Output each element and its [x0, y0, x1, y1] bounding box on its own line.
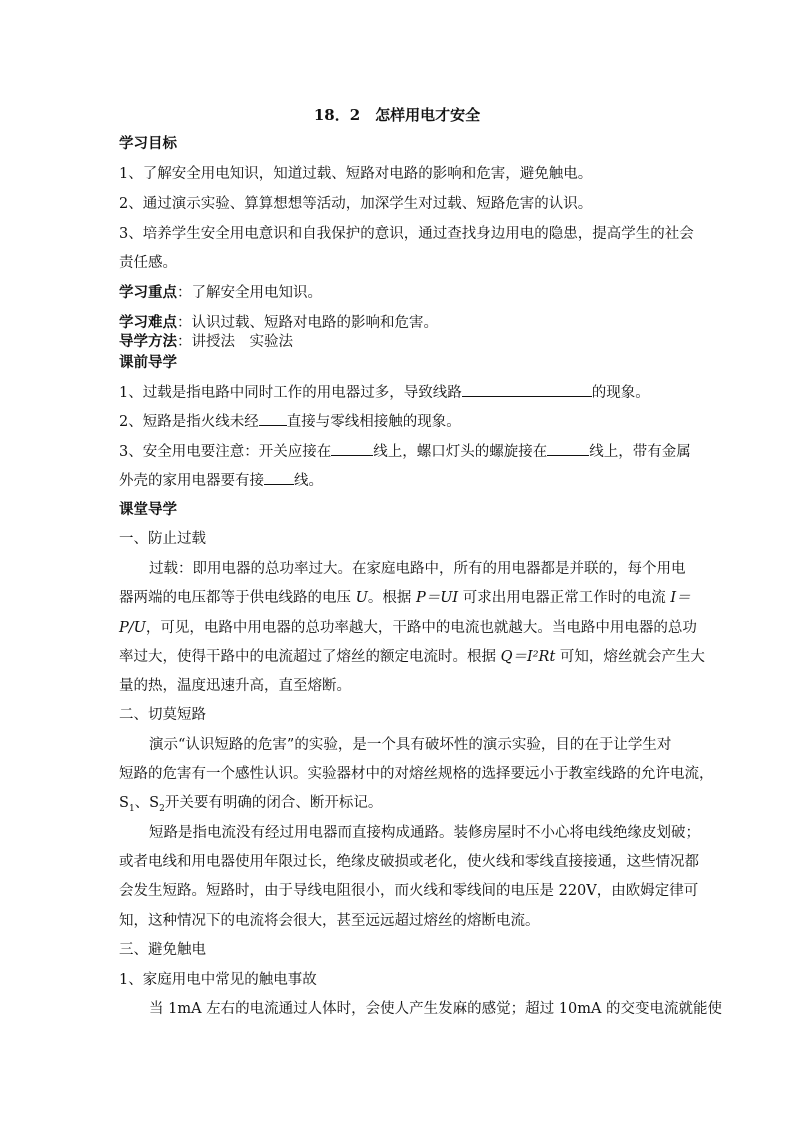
pre-question-3-line2	[119, 470, 679, 491]
goal-2: 2、通过演示实验、算算想想等活动，加深学生对过载、短路危害的认识。	[119, 196, 593, 212]
fill-blank[interactable]	[462, 382, 592, 397]
pre-q3-text-a: 3、安全用电要注意：开关应接在	[119, 444, 332, 460]
difficulty-text: ：认识过载、短路对电路的影响和危害。	[177, 315, 438, 331]
overload-para-line2	[119, 588, 691, 608]
method-label: 导学方法	[119, 333, 177, 350]
goal-3-line1: 3、培养学生安全用电意识和自我保护的意识，通过查找身边用电的隐患，提高学生的社会	[119, 226, 694, 242]
formula: I＝	[670, 590, 691, 606]
section-heading-class: 课堂导学	[119, 501, 177, 518]
text-span: 开关要有明确的闭合、断开标记。	[164, 795, 383, 811]
overload-para-line4	[119, 647, 705, 667]
demo-para-line2: 短路的危害有一个感性认识。实验器材中的对熔丝规格的选择要远小于教室线路的允许电流，	[119, 766, 714, 782]
pre-question-1	[119, 382, 679, 403]
text-span: 、S	[134, 795, 160, 811]
pre-q3-text-e: 线。	[294, 473, 323, 489]
pre-question-3-line1	[119, 441, 691, 462]
text-span: 可知，熔丝就会产生大	[555, 649, 705, 665]
overload-para-line3	[119, 618, 697, 638]
short-para-line3: 会发生短路。短路时，由于导线电阻很小，而火线和零线间的电压是 220V，由欧姆定律可	[119, 883, 699, 899]
subsection-short-circuit: 二、切莫短路	[119, 707, 206, 723]
overload-para-line5: 量的热，温度迅速升高，直至熔断。	[119, 678, 351, 694]
text-span: 可求出用电器正常工作时的电流	[458, 590, 671, 606]
difficulty	[119, 313, 679, 333]
text-span: S	[119, 795, 129, 811]
text-span: 率过大，使得干路中的电流超过了熔丝的额定电流时。根据	[119, 649, 501, 665]
key-point-label: 学习重点	[119, 284, 177, 301]
fill-blank[interactable]	[264, 470, 294, 485]
short-para-line2: 或者电线和用电器使用年限过长，绝缘皮破损或老化，使火线和零线直接接通，这些情况都	[119, 854, 699, 870]
text-span: 。根据	[367, 590, 416, 606]
subscript: 1	[128, 803, 135, 814]
formula: P/U	[119, 620, 146, 636]
pre-q2-text-a: 2、短路是指火线未经	[119, 414, 259, 430]
demo-para-line3	[119, 793, 679, 819]
pre-q2-text-b: 直接与零线相接触的现象。	[286, 414, 461, 430]
method-text: ：讲授法 实验法	[177, 334, 293, 350]
pre-q3-text-c: 线上，带有金属	[589, 444, 691, 460]
pre-q1-text-b: 的现象。	[591, 385, 650, 401]
key-point	[119, 283, 679, 303]
accident-para-line1: 当 1mA 左右的电流通过人体时，会使人产生发麻的感觉；超过 10mA 的交变电流就能使	[149, 1001, 723, 1017]
goal-1: 1、了解安全用电知识，知道过载、短路对电路的影响和危害，避免触电。	[119, 166, 593, 182]
short-para-line1: 短路是指电流没有经过用电器而直接构成通路。装修房屋时不小心将电线绝缘皮划破；	[149, 825, 700, 841]
overload-para-line1: 过载：即用电器的总功率过大。在家庭电路中，所有的用电器都是并联的，每个用电	[149, 561, 686, 577]
section-heading-pre: 课前导学	[119, 354, 177, 371]
formula: P＝UI	[415, 590, 459, 606]
short-para-line4: 知，这种情况下的电流将会很大，甚至远远超过熔丝的熔断电流。	[119, 913, 540, 929]
key-point-text: ：了解安全用电知识。	[177, 285, 322, 301]
subscript: 2	[159, 803, 165, 814]
pre-question-2	[119, 411, 679, 432]
fill-blank[interactable]	[331, 441, 373, 456]
subsection-overload: 一、防止过载	[119, 531, 206, 547]
subsection-avoid-shock: 三、避免触电	[119, 942, 206, 958]
pre-q3-text-d: 外壳的家用电器要有接	[119, 473, 264, 489]
method	[119, 332, 679, 352]
page-title: 18．2 怎样用电才安全	[313, 106, 481, 124]
fill-blank[interactable]	[547, 441, 589, 456]
text-span: 器两端的电压都等于供电线路的电压	[119, 590, 356, 606]
sub-heading-accidents: 1、家庭用电中常见的触电事故	[119, 972, 317, 988]
formula-var: U	[355, 590, 368, 606]
text-span: ，可见，电路中用电器的总功率越大，干路中的电流也就越大。当电路中用电器的总功	[145, 620, 697, 636]
pre-q3-text-b: 线上，螺口灯头的螺旋接在	[373, 444, 548, 460]
demo-para-line1: 演示“认识短路的危害”的实验，是一个具有破坏性的演示实验，目的在于让学生对	[149, 737, 672, 753]
section-heading-goals: 学习目标	[119, 135, 177, 152]
fill-blank[interactable]	[259, 411, 287, 426]
difficulty-label: 学习难点	[119, 314, 177, 331]
formula: Q＝I²Rt	[500, 649, 556, 665]
goal-3-line2: 责任感。	[119, 255, 177, 271]
pre-q1-text-a: 1、过载是指电路中同时工作的用电器过多，导致线路	[119, 385, 462, 401]
